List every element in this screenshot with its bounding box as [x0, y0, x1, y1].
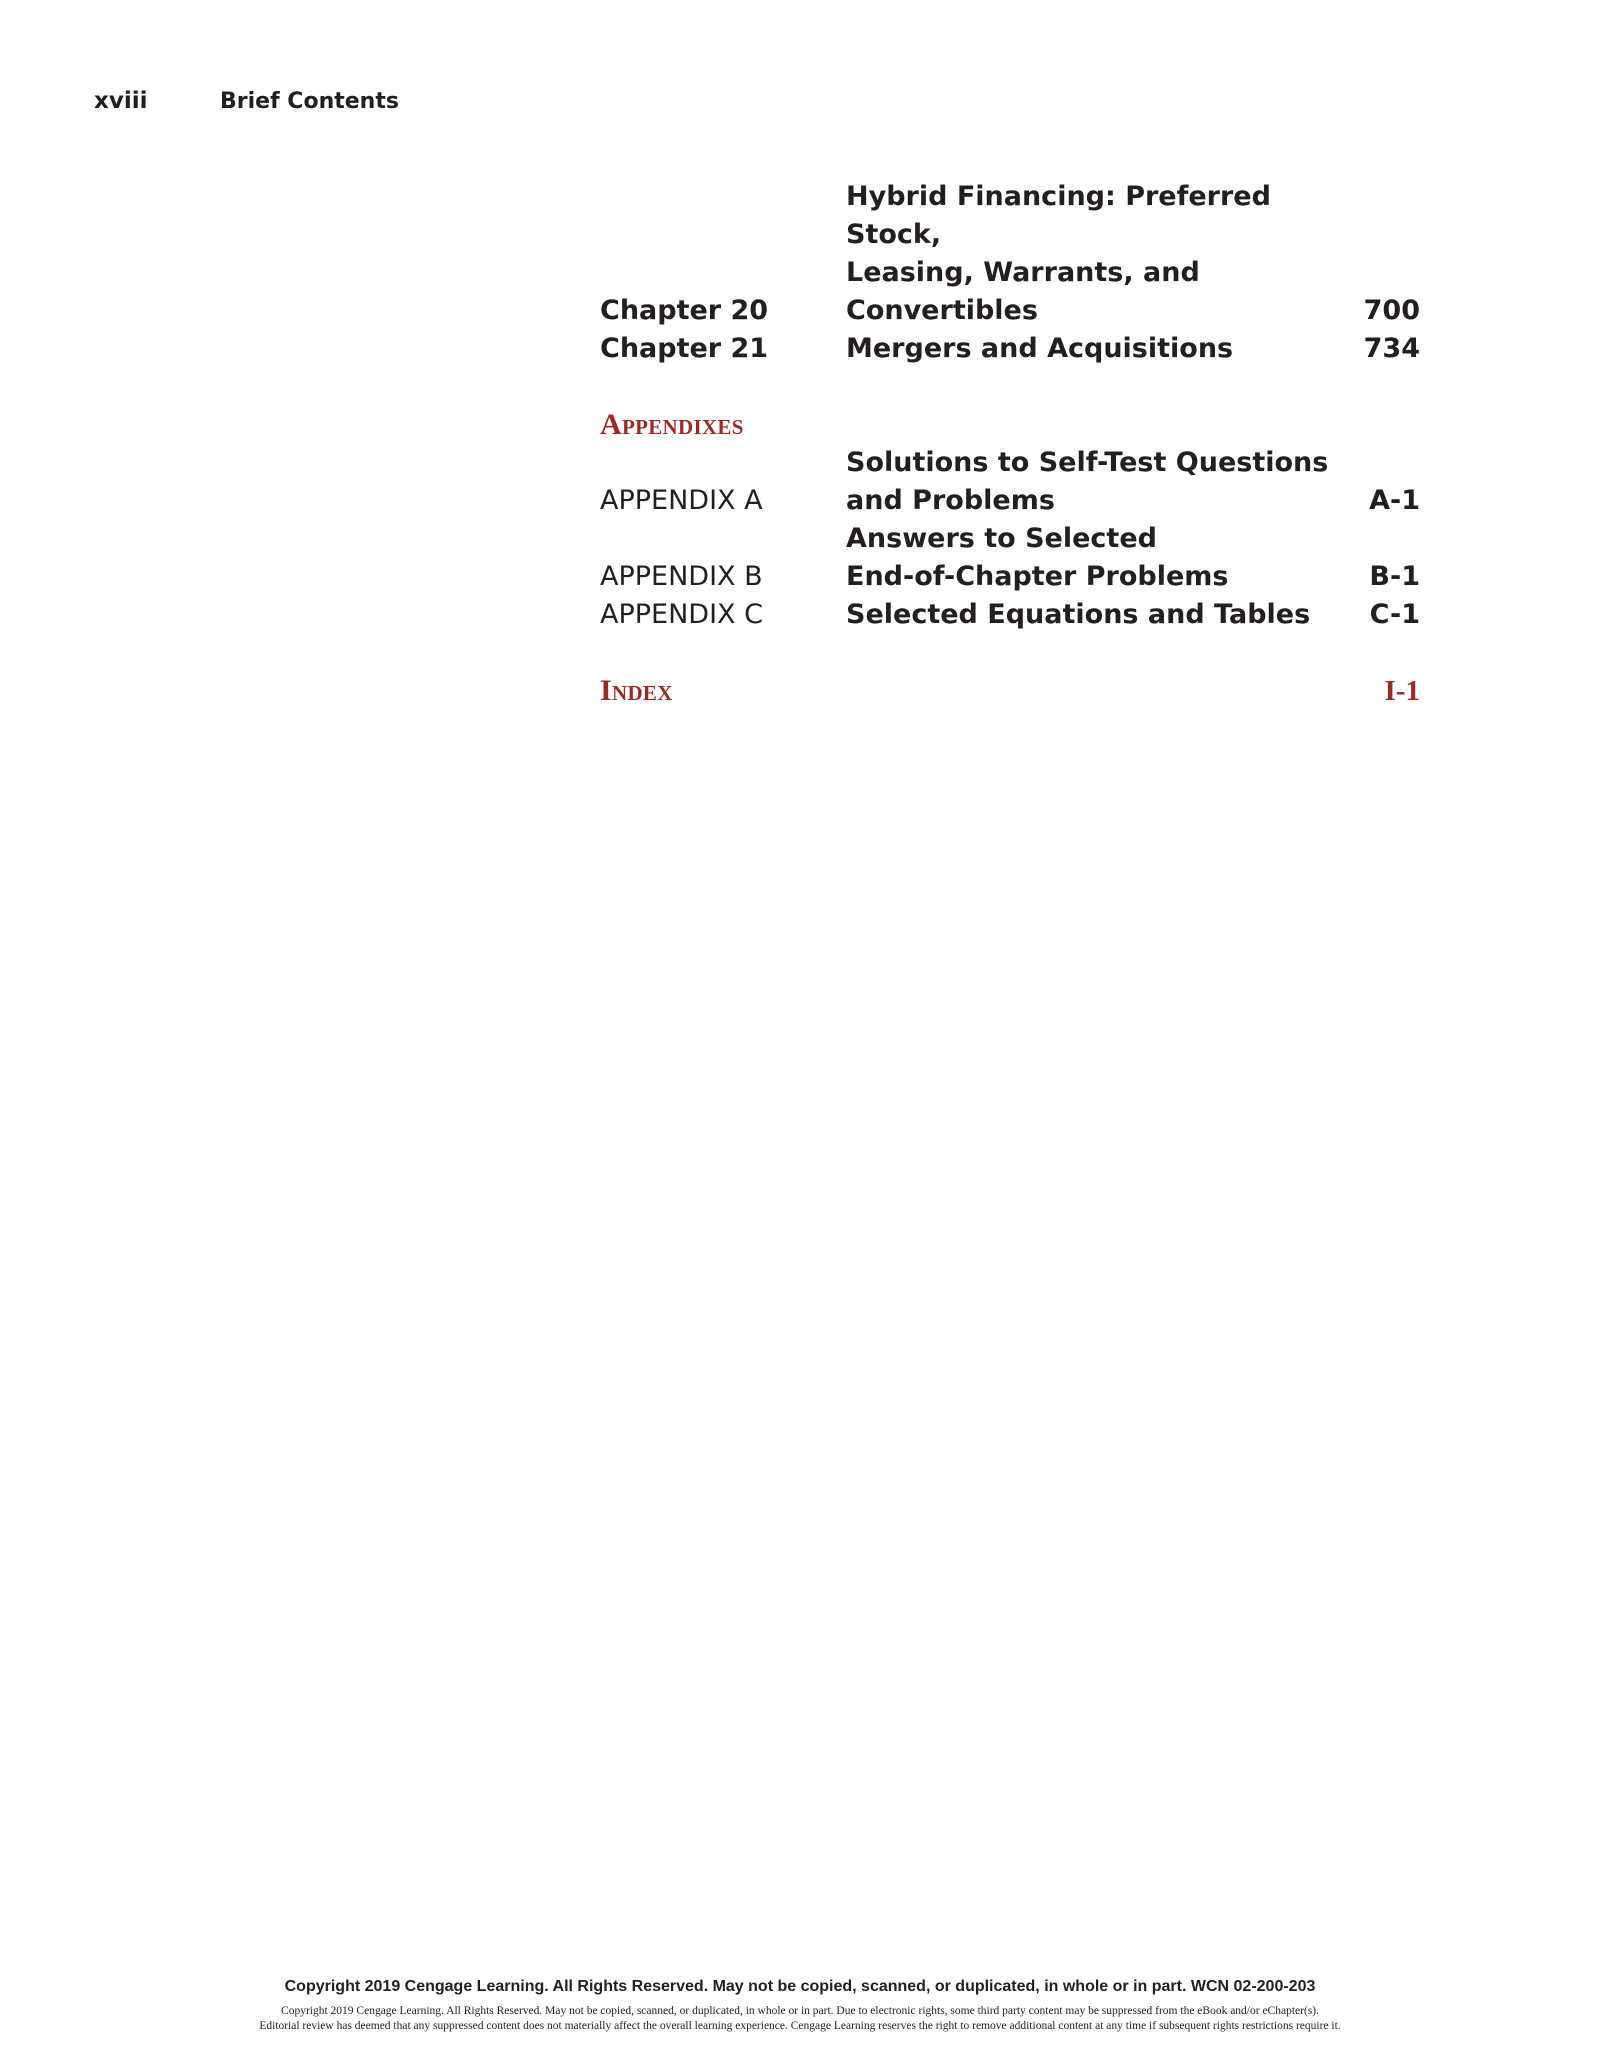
- chapter-title: Mergers and Acquisitions: [846, 333, 1234, 364]
- index-page-number: I-1: [1384, 675, 1420, 707]
- toc-entry-chapter-21[interactable]: [600, 330, 1420, 368]
- appendix-title: Answers to Selected End-of-Chapter Problems: [846, 523, 1229, 592]
- chapter-label: Chapter 21: [600, 333, 769, 364]
- chapter-page-number: 734: [1363, 333, 1420, 364]
- toc-entry-appendix-a[interactable]: [600, 444, 1420, 520]
- toc-entry-chapter-20[interactable]: [600, 178, 1420, 330]
- toc-entry-appendix-b[interactable]: [600, 520, 1420, 596]
- toc-entry-appendix-c[interactable]: [600, 596, 1420, 634]
- fine-print-line: Copyright 2019 Cengage Learning. All Rights Reserved. May not be copied, scanned, or duplicated, in whole or in part. Due to electronic rights, some third party content may be suppressed from the eBook and/or eChapter(s).: [281, 2005, 1319, 2017]
- chapter-label: Chapter 20: [600, 295, 769, 326]
- copyright-fine-print: [0, 2004, 1600, 2034]
- appendix-page-number: B-1: [1369, 561, 1420, 592]
- appendix-label: APPENDIX B: [600, 561, 763, 592]
- fine-print-line: Editorial review has deemed that any suppressed content does not materially affect the overall learning experience. Cengage Learning reserves the right to remove additional content at any time if subsequent rights restrictions require it.: [259, 2020, 1341, 2032]
- appendix-title: Selected Equations and Tables: [846, 599, 1311, 630]
- table-of-contents: [600, 178, 1420, 710]
- copyright-notice: Copyright 2019 Cengage Learning. All Rights Reserved. May not be copied, scanned, or duplicated, in whole or in part. WCN 02-200-203: [284, 1978, 1316, 1995]
- appendix-title: Solutions to Self-Test Questions and Problems: [846, 447, 1329, 516]
- index-heading: Index: [600, 674, 673, 707]
- chapter-title: Hybrid Financing: Preferred Stock, Leasing, Warrants, and Convertibles: [846, 181, 1271, 326]
- chapter-page-number: 700: [1363, 295, 1420, 326]
- appendix-page-number: C-1: [1369, 599, 1420, 630]
- running-head: [94, 88, 399, 114]
- appendix-label: APPENDIX C: [600, 599, 763, 630]
- running-title: Brief Contents: [220, 89, 399, 114]
- appendix-page-number: A-1: [1369, 485, 1420, 516]
- appendixes-heading: Appendixes: [600, 408, 744, 441]
- appendix-label: APPENDIX A: [600, 485, 763, 516]
- page-number: xviii: [94, 88, 148, 114]
- toc-entry-index[interactable]: [600, 672, 1420, 710]
